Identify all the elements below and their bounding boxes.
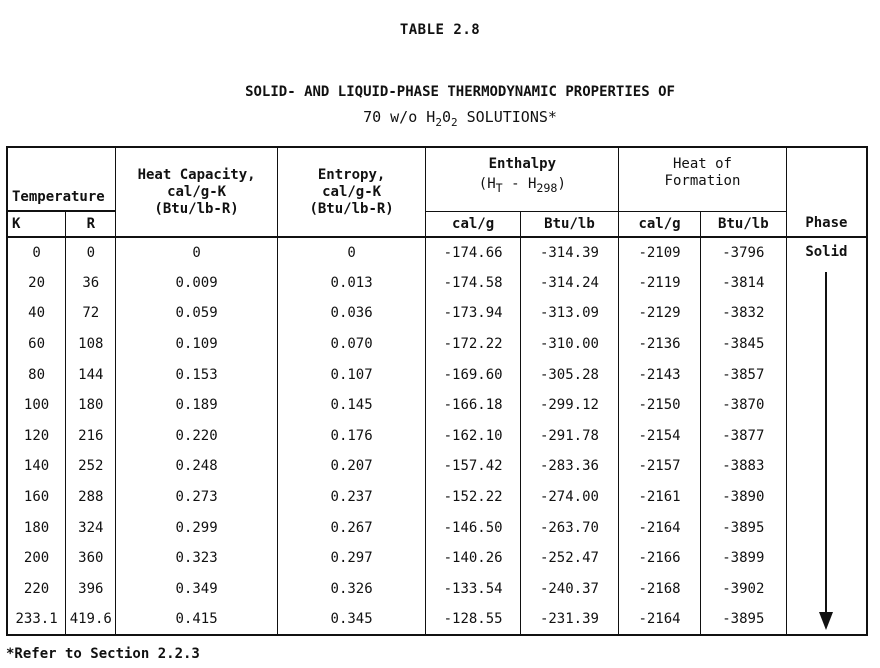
cell-enthalpy-btu: -274.00 (520, 482, 618, 513)
cell-entropy: 0.326 (277, 574, 426, 605)
cell-enthalpy-btu: -291.78 (520, 421, 618, 452)
subtitle-sub-1: 2 (435, 116, 442, 129)
cell-enthalpy-btu: -314.39 (520, 237, 618, 268)
cell-enthalpy-cal: -166.18 (426, 390, 520, 421)
cell-entropy: 0.107 (277, 359, 426, 390)
cell-entropy: 0.237 (277, 482, 426, 513)
cell-formation-cal: -2129 (619, 298, 701, 329)
table-row (7, 329, 867, 360)
cell-heat-capacity: 0.299 (116, 512, 277, 543)
cell-temp-r: 180 (66, 390, 116, 421)
cell-enthalpy-btu: -283.36 (520, 451, 618, 482)
cell-temp-k: 80 (7, 359, 66, 390)
header-phase: Phase (786, 147, 867, 237)
cell-enthalpy-cal: -174.66 (426, 237, 520, 268)
cell-entropy: 0 (277, 237, 426, 268)
cell-enthalpy-cal: -140.26 (426, 543, 520, 574)
table-row (7, 390, 867, 421)
cell-heat-capacity: 0.153 (116, 359, 277, 390)
cell-formation-btu: -3832 (700, 298, 786, 329)
cell-formation-btu: -3883 (700, 451, 786, 482)
cell-formation-cal: -2150 (619, 390, 701, 421)
header-enthalpy-cal: cal/g (426, 211, 520, 237)
cell-formation-cal: -2164 (619, 512, 701, 543)
cell-heat-capacity: 0.220 (116, 421, 277, 452)
cell-enthalpy-cal: -173.94 (426, 298, 520, 329)
header-heat-of-formation: Heat of Formation (619, 147, 787, 211)
cell-enthalpy-btu: -314.24 (520, 268, 618, 299)
cell-enthalpy-cal: -174.58 (426, 268, 520, 299)
cell-heat-capacity: 0 (116, 237, 277, 268)
cell-temp-k: 180 (7, 512, 66, 543)
cell-formation-cal: -2168 (619, 574, 701, 605)
cell-temp-r: 360 (66, 543, 116, 574)
cell-formation-cal: -2161 (619, 482, 701, 513)
cell-enthalpy-cal: -157.42 (426, 451, 520, 482)
cell-enthalpy-btu: -252.47 (520, 543, 618, 574)
cell-entropy: 0.036 (277, 298, 426, 329)
cell-temp-r: 216 (66, 421, 116, 452)
cell-enthalpy-cal: -133.54 (426, 574, 520, 605)
cell-formation-cal: -2157 (619, 451, 701, 482)
subtitle-prefix: 70 w/o H (363, 108, 436, 126)
cell-temp-r: 144 (66, 359, 116, 390)
cell-formation-cal: -2164 (619, 604, 701, 635)
cell-enthalpy-cal: -172.22 (426, 329, 520, 360)
cell-temp-k: 160 (7, 482, 66, 513)
cell-entropy: 0.207 (277, 451, 426, 482)
table-row (7, 512, 867, 543)
cell-enthalpy-btu: -231.39 (520, 604, 618, 635)
cell-enthalpy-btu: -310.00 (520, 329, 618, 360)
cell-heat-capacity: 0.323 (116, 543, 277, 574)
cell-enthalpy-cal: -152.22 (426, 482, 520, 513)
cell-entropy: 0.297 (277, 543, 426, 574)
cell-enthalpy-btu: -263.70 (520, 512, 618, 543)
cell-phase (786, 237, 867, 635)
header-temperature: Temperature (7, 147, 116, 211)
table-row (7, 268, 867, 299)
cell-heat-capacity: 0.273 (116, 482, 277, 513)
table-row (7, 451, 867, 482)
cell-temp-k: 200 (7, 543, 66, 574)
cell-formation-cal: -2136 (619, 329, 701, 360)
cell-formation-btu: -3890 (700, 482, 786, 513)
cell-entropy: 0.267 (277, 512, 426, 543)
cell-temp-k: 40 (7, 298, 66, 329)
cell-formation-btu: -3895 (700, 512, 786, 543)
table-row (7, 604, 867, 635)
cell-temp-k: 0 (7, 237, 66, 268)
footnote: *Refer to Section 2.2.3 (6, 646, 200, 662)
table-row (7, 237, 867, 268)
header-enthalpy-btu: Btu/lb (520, 211, 618, 237)
header-formation-cal: cal/g (619, 211, 701, 237)
cell-entropy: 0.176 (277, 421, 426, 452)
subtitle-suffix: SOLUTIONS* (457, 108, 557, 126)
cell-temp-r: 396 (66, 574, 116, 605)
header-entropy: Entropy, cal/g-K (Btu/lb-R) (277, 147, 426, 237)
header-heat-capacity: Heat Capacity, cal/g-K (Btu/lb-R) (116, 147, 277, 237)
header-r: R (66, 211, 116, 237)
subtitle-mid: 0 (441, 108, 451, 126)
cell-enthalpy-cal: -169.60 (426, 359, 520, 390)
cell-temp-r: 72 (66, 298, 116, 329)
table-body (7, 237, 867, 635)
phase-label: Solid (805, 244, 848, 260)
header-formation-btu: Btu/lb (700, 211, 786, 237)
cell-formation-cal: -2154 (619, 421, 701, 452)
cell-formation-btu: -3877 (700, 421, 786, 452)
cell-formation-btu: -3845 (700, 329, 786, 360)
cell-formation-btu: -3814 (700, 268, 786, 299)
cell-temp-k: 140 (7, 451, 66, 482)
cell-temp-k: 100 (7, 390, 66, 421)
header-k: K (7, 211, 66, 237)
cell-entropy: 0.013 (277, 268, 426, 299)
table-row (7, 298, 867, 329)
cell-enthalpy-cal: -146.50 (426, 512, 520, 543)
cell-heat-capacity: 0.109 (116, 329, 277, 360)
cell-formation-cal: -2119 (619, 268, 701, 299)
cell-heat-capacity: 0.059 (116, 298, 277, 329)
cell-temp-r: 288 (66, 482, 116, 513)
cell-temp-k: 60 (7, 329, 66, 360)
cell-formation-cal: -2109 (619, 237, 701, 268)
table-subtitle-solution (0, 108, 880, 129)
cell-entropy: 0.070 (277, 329, 426, 360)
cell-temp-k: 220 (7, 574, 66, 605)
cell-heat-capacity: 0.415 (116, 604, 277, 635)
cell-temp-r: 36 (66, 268, 116, 299)
table-row (7, 543, 867, 574)
cell-formation-cal: -2143 (619, 359, 701, 390)
cell-heat-capacity: 0.349 (116, 574, 277, 605)
subtitle-sub-2: 2 (450, 116, 458, 129)
cell-temp-k: 120 (7, 421, 66, 452)
cell-enthalpy-cal: -128.55 (426, 604, 520, 635)
table-row (7, 421, 867, 452)
cell-enthalpy-btu: -240.37 (520, 574, 618, 605)
cell-formation-btu: -3902 (700, 574, 786, 605)
table-row (7, 482, 867, 513)
cell-enthalpy-btu: -313.09 (520, 298, 618, 329)
table-title: TABLE 2.8 (399, 22, 481, 38)
table-row (7, 359, 867, 390)
cell-entropy: 0.145 (277, 390, 426, 421)
cell-enthalpy-btu: -305.28 (520, 359, 618, 390)
cell-heat-capacity: 0.248 (116, 451, 277, 482)
cell-enthalpy-cal: -162.10 (426, 421, 520, 452)
cell-formation-btu: -3857 (700, 359, 786, 390)
cell-temp-r: 419.6 (66, 604, 116, 635)
cell-formation-btu: -3895 (700, 604, 786, 635)
phase-arrow-icon (787, 266, 866, 630)
properties-table (6, 146, 868, 636)
cell-formation-cal: -2166 (619, 543, 701, 574)
cell-heat-capacity: 0.189 (116, 390, 277, 421)
cell-heat-capacity: 0.009 (116, 268, 277, 299)
table-row (7, 574, 867, 605)
cell-entropy: 0.345 (277, 604, 426, 635)
cell-formation-btu: -3796 (700, 237, 786, 268)
header-enthalpy: Enthalpy $(H_T - H_{298})$ (426, 147, 619, 211)
cell-temp-r: 324 (66, 512, 116, 543)
cell-formation-btu: -3899 (700, 543, 786, 574)
cell-temp-r: 108 (66, 329, 116, 360)
cell-temp-r: 252 (66, 451, 116, 482)
cell-temp-k: 233.1 (7, 604, 66, 635)
cell-temp-k: 20 (7, 268, 66, 299)
table-subtitle: SOLID- AND LIQUID-PHASE THERMODYNAMIC PROPERTIES OF (245, 84, 675, 100)
cell-temp-r: 0 (66, 237, 116, 268)
cell-enthalpy-btu: -299.12 (520, 390, 618, 421)
cell-formation-btu: -3870 (700, 390, 786, 421)
